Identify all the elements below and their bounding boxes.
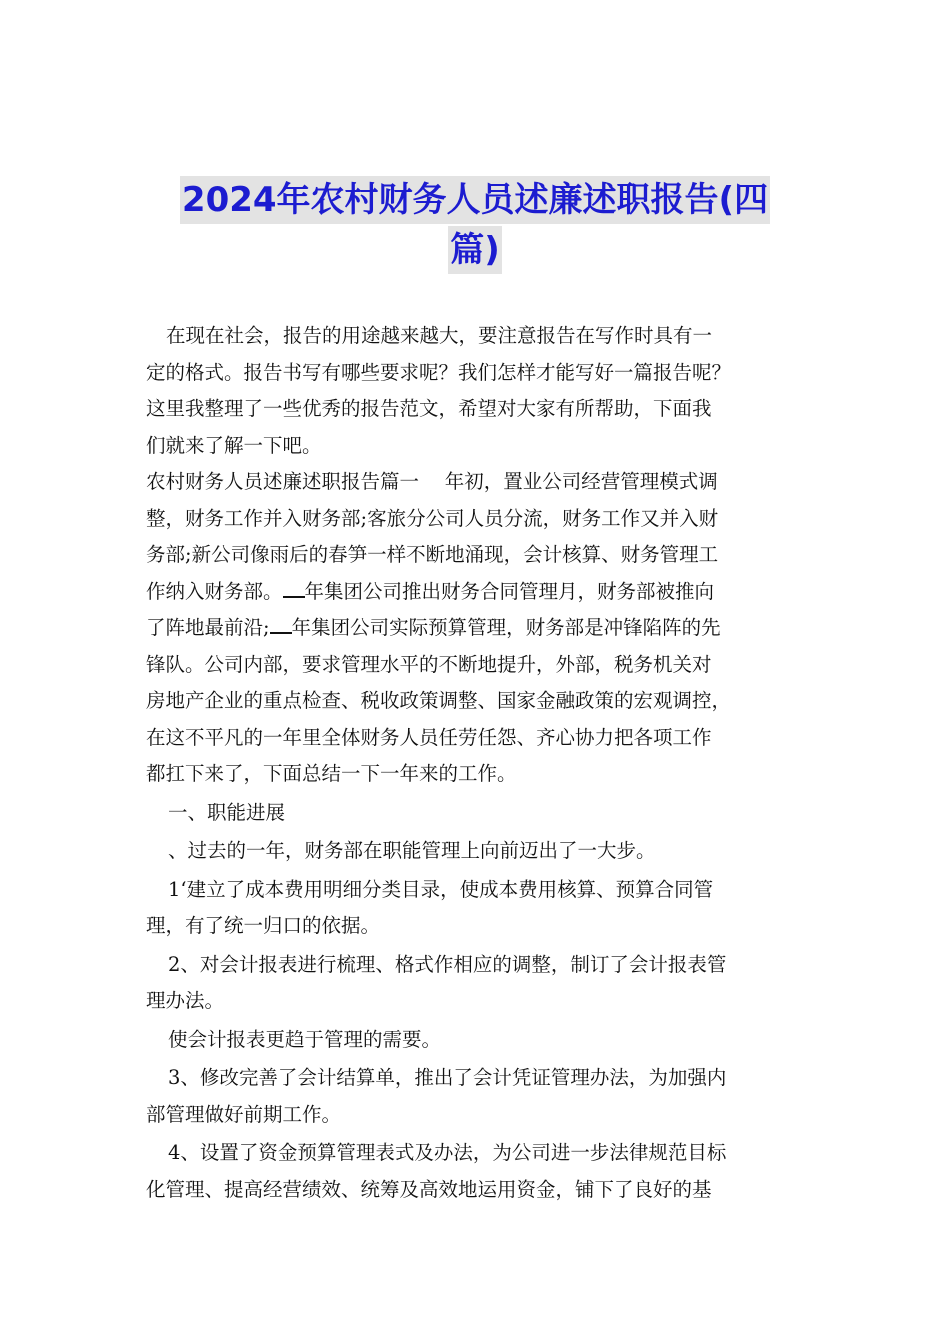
intro-line: 们就来了解一下吧。 [146,433,322,457]
item-line: 化管理、提高经营绩效、统筹及高效地运用资金，铺下了良好的基 [146,1177,712,1201]
item-line: 4、设置了资金预算管理表式及办法，为公司进一步法律规范目标 [168,1141,727,1164]
title-line-2: 篇) [448,226,502,274]
section-line: 在这不平凡的一年里全体财务人员任劳任怨、齐心协力把各项工作 [146,725,712,749]
section-text: 作纳入财务部。 [146,579,283,603]
title-line-1: 2024年农村财务人员述廉述职报告(四 [180,176,770,224]
blank-underline [270,616,292,634]
section-line: 锋队。公司内部，要求管理水平的不断地提升，外部，税务机关对 [146,652,712,676]
section-line: 农村财务人员述廉述职报告篇一 年初，置业公司经营管理模式调 [146,470,718,493]
intro-line: 在现在社会，报告的用途越来越大，要注意报告在写作时具有一 [166,324,713,347]
section-line: 整，财务工作并入财务部;客旅分公司人员分流，财务工作又并入财 [146,506,719,530]
section-line: 房地产企业的重点检查、税收政策调整、国家金融政策的宏观调控， [146,689,732,712]
item-line: 理办法。 [146,989,225,1012]
item-line: 3、修改完善了会计结算单，推出了会计凭证管理办法，为加强内 [168,1066,727,1089]
item-line: 使会计报表更趋于管理的需要。 [168,1027,442,1051]
item-line: 理，有了统一归口的依据。 [146,914,381,937]
intro-line: 这里我整理了一些优秀的报告范文，希望对大家有所帮助，下面我 [146,397,712,420]
item-line: 1‘建立了成本费用明细分类目录，使成本费用核算、预算合同管 [168,877,714,901]
section-line [146,574,808,611]
lead-line: 、过去的一年，财务部在职能管理上向前迈出了一大步。 [168,839,656,862]
section-text: 了阵地最前沿; [146,616,270,639]
heading-1: 一、职能进展 [168,800,286,824]
section-text: 年集团公司实际预算管理，财务部是冲锋陷阵的先 [291,616,721,639]
document-body [146,318,808,1208]
section-line: 务部;新公司像雨后的春笋一样不断地涌现，会计核算、财务管理工 [146,543,719,566]
intro-line: 定的格式。报告书写有哪些要求呢？我们怎样才能写好一篇报告呢？ [146,360,732,384]
item-line: 2、对会计报表进行梳理、格式作相应的调整，制订了会计报表管 [168,952,727,976]
section-text: 年集团公司推出财务合同管理月，财务部被推向 [304,579,715,603]
section-line [146,610,808,647]
item-line: 部管理做好前期工作。 [146,1102,342,1126]
document-title [150,176,800,276]
section-line: 都扛下来了，下面总结一下一年来的工作。 [146,762,517,785]
blank-underline [283,580,305,598]
